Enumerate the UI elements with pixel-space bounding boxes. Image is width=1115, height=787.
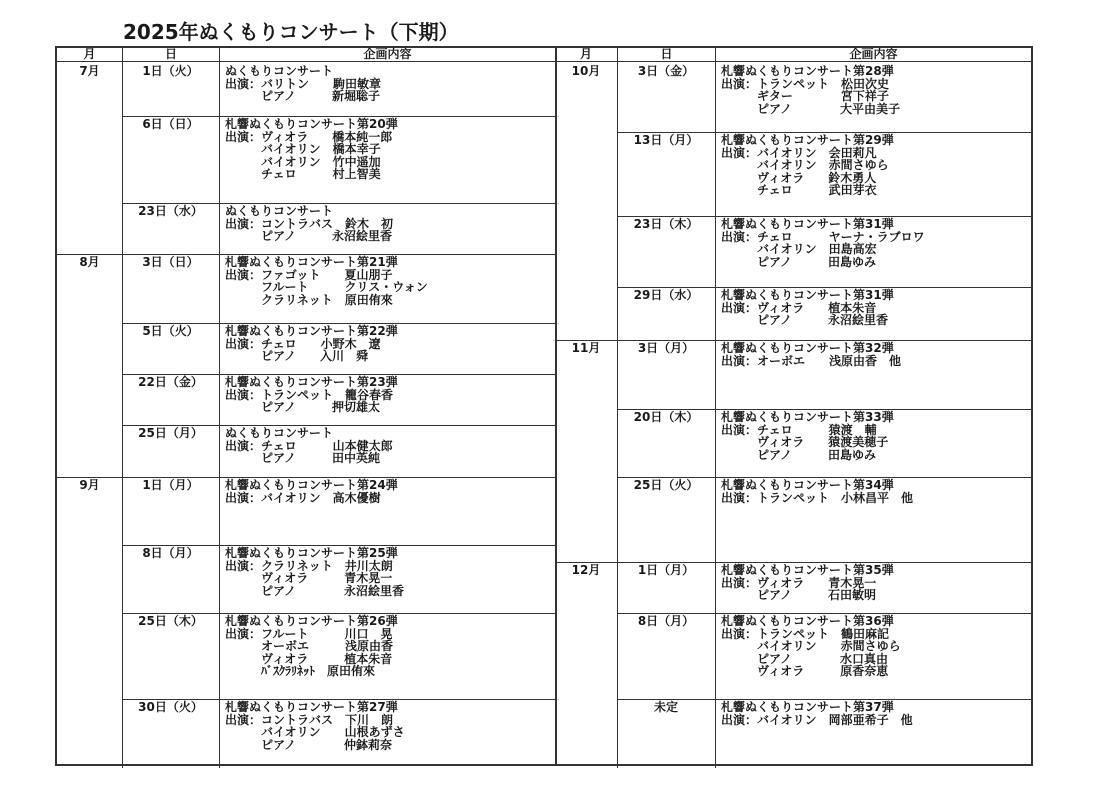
performer-line: チェロ 村上智美	[225, 167, 381, 182]
event-title: ぬくもりコンサート	[225, 64, 334, 78]
event-date: 8日（月）	[637, 614, 695, 628]
event-title: 札響ぬくもりコンサート第35弾	[721, 563, 894, 577]
performer-line: 出演：コントラバス 鈴木 初	[225, 216, 394, 231]
event-content	[721, 411, 894, 461]
performer-line: 出演：オーボエ 浅原由香 他	[721, 353, 902, 368]
grid-line	[715, 62, 716, 768]
month-label: 8月	[79, 255, 100, 269]
event-date: 13日（月）	[633, 133, 699, 147]
performer-line: バイオリン 赤間さゆら	[721, 158, 889, 173]
performer-line: オーボエ 浅原由香	[225, 639, 394, 654]
event-content	[225, 118, 398, 181]
event-date: 25日（木）	[138, 614, 203, 628]
event-date: 3日（月）	[637, 341, 695, 355]
schedule-table	[55, 46, 1033, 766]
performer-line: 出演：トランペット 籠谷春香	[225, 387, 394, 402]
performer-line: 出演：トランペット 鶴田麻記	[721, 626, 890, 641]
event-date: 23日（水）	[138, 204, 203, 218]
event-title: 札響ぬくもりコンサート第34弾	[721, 478, 894, 492]
event-date: 未定	[653, 700, 678, 714]
performer-line: 出演：トランペット 小林昌平 他	[721, 490, 914, 505]
event-title: 札響ぬくもりコンサート第21弾	[225, 255, 398, 269]
event-title: 札響ぬくもりコンサート第25弾	[225, 546, 398, 560]
month-label: 9月	[79, 478, 100, 492]
performer-line: ピアノ 永沼絵里香	[225, 229, 393, 244]
performer-line: バイオリン 赤間さゆら	[721, 639, 901, 654]
event-content	[225, 205, 393, 243]
event-date: 3日（日）	[142, 255, 199, 269]
performer-line: 出演：ヴィオラ 青木晃一	[721, 575, 877, 590]
event-content	[225, 325, 398, 363]
event-date: 1日（月）	[142, 478, 199, 492]
event-content	[225, 479, 398, 504]
event-title: 札響ぬくもりコンサート第23弾	[225, 375, 398, 389]
event-title: 札響ぬくもりコンサート第27弾	[225, 700, 398, 714]
event-title: ぬくもりコンサート	[225, 204, 334, 218]
performer-line: ピアノ 田中英純	[225, 451, 381, 466]
performer-line: 出演：バイオリン 高木優樹	[225, 490, 381, 505]
performer-line: 出演：バリトン 駒田敏章	[225, 76, 382, 91]
performer-line: フルート クリス・ウォン	[225, 280, 428, 295]
performer-line: クラリネット 原田侑來	[225, 292, 393, 307]
performer-line: ヴィオラ 青木晃一	[225, 571, 393, 586]
header-content: 企画内容	[715, 48, 1031, 62]
performer-line: 出演：チェロ 山本健太郎	[225, 438, 393, 453]
performer-line: ヴィオラ 原香奈恵	[721, 664, 889, 679]
performer-line: ギター 宮下祥子	[721, 89, 889, 104]
event-date: 8日（月）	[142, 546, 199, 560]
header-month: 月	[83, 47, 96, 61]
event-content	[225, 65, 381, 103]
grid-line	[122, 62, 123, 768]
event-content	[721, 134, 894, 197]
performer-line: バイオリン 田島高宏	[721, 242, 877, 257]
event-title: 札響ぬくもりコンサート第31弾	[721, 288, 894, 302]
performer-line: ピアノ 水口真由	[721, 651, 889, 666]
performer-line: ピアノ 石田敏明	[721, 588, 877, 603]
right-header-row	[555, 48, 1031, 62]
event-content	[721, 342, 901, 367]
grid-line	[219, 62, 220, 768]
performer-line: 出演：ヴィオラ 橋本純一郎	[225, 129, 393, 144]
event-content	[225, 615, 398, 678]
performer-line: 出演：バイオリン 岡部亜希子 他	[721, 712, 913, 727]
performer-line: バイオリン 竹中遥加	[225, 154, 381, 169]
performer-line: 出演：クラリネット 井川太朗	[225, 558, 393, 573]
page-title: 2025年ぬくもりコンサート（下期）	[123, 20, 459, 44]
performer-line: バイオリン 山根あずさ	[225, 725, 405, 740]
event-title: 札響ぬくもりコンサート第29弾	[721, 133, 894, 147]
event-title: 札響ぬくもりコンサート第36弾	[721, 614, 894, 628]
event-content	[225, 427, 393, 465]
performer-line: チェロ 武田芽衣	[721, 183, 877, 198]
event-title: 札響ぬくもりコンサート第26弾	[225, 614, 398, 628]
performer-line: ピアノ 田島ゆみ	[721, 254, 877, 269]
event-date: 1日（火）	[142, 64, 199, 78]
performer-line: 出演：チェロ 小野木 遼	[225, 336, 381, 351]
header-month: 月	[579, 47, 592, 61]
performer-line: ピアノ 新堀聡子	[225, 89, 381, 104]
performer-line: ピアノ 仲鉢莉奈	[225, 737, 393, 752]
event-date: 5日（火）	[142, 324, 199, 338]
event-content	[721, 701, 913, 726]
event-title: 札響ぬくもりコンサート第22弾	[225, 324, 398, 338]
event-content	[721, 218, 925, 268]
event-date: 1日（月）	[637, 563, 695, 577]
performer-line: ﾊﾞｽｸﾗﾘﾈｯﾄ 原田侑來	[225, 664, 376, 679]
event-content	[721, 65, 900, 115]
event-date: 3日（金）	[637, 64, 695, 78]
event-date: 6日（日）	[142, 117, 199, 131]
performer-line: ピアノ 永沼絵里香	[225, 583, 405, 598]
event-content	[721, 289, 894, 327]
event-content	[721, 615, 901, 678]
event-title: 札響ぬくもりコンサート第20弾	[225, 117, 398, 131]
performer-line: 出演：フルート 川口 晃	[225, 626, 393, 641]
event-title: ぬくもりコンサート	[225, 426, 334, 440]
performer-line: 出演：バイオリン 会田莉凡	[721, 145, 877, 160]
performer-line: ピアノ 押切雄太	[225, 400, 381, 415]
performer-line: 出演：ヴィオラ 植本朱音	[721, 300, 877, 315]
left-header-row	[57, 48, 555, 62]
performer-line: ピアノ 永沼絵里香	[721, 313, 889, 328]
event-title: 札響ぬくもりコンサート第28弾	[721, 64, 894, 78]
header-day: 日	[122, 48, 219, 62]
event-title: 札響ぬくもりコンサート第31弾	[721, 217, 894, 231]
header-content: 企画内容	[219, 48, 555, 62]
event-date: 22日（金）	[138, 375, 203, 389]
event-date: 29日（水）	[633, 288, 699, 302]
performer-line: 出演：チェロ 猿渡 輔	[721, 422, 877, 437]
performer-line: 出演：ファゴット 夏山朋子	[225, 267, 393, 282]
month-label: 10月	[571, 64, 601, 78]
performer-line: ピアノ 大平由美子	[721, 101, 901, 116]
event-title: 札響ぬくもりコンサート第32弾	[721, 341, 894, 355]
performer-line: バイオリン 橋本幸子	[225, 142, 381, 157]
event-content	[225, 701, 405, 751]
event-content	[225, 376, 398, 414]
month-label: 7月	[79, 64, 100, 78]
event-content	[225, 547, 404, 597]
event-date: 25日（火）	[633, 478, 699, 492]
performer-line: 出演：トランペット 松田次史	[721, 76, 890, 91]
performer-line: ヴィオラ 猿渡美穂子	[721, 435, 889, 450]
performer-line: ヴィオラ 植本朱音	[225, 651, 393, 666]
performer-line: ヴィオラ 鈴木勇人	[721, 170, 877, 185]
event-title: 札響ぬくもりコンサート第37弾	[721, 700, 894, 714]
header-day: 日	[617, 48, 715, 62]
event-title: 札響ぬくもりコンサート第33弾	[721, 410, 894, 424]
event-content	[721, 479, 913, 504]
event-content	[721, 564, 894, 602]
performer-line: 出演：コントラバス 下川 朗	[225, 712, 394, 727]
half-divider	[555, 48, 557, 764]
month-label: 12月	[571, 563, 601, 577]
performer-line: 出演：チェロ ヤーナ・ラブロワ	[721, 229, 925, 244]
event-date: 25日（月）	[138, 426, 203, 440]
performer-line: ピアノ 入川 舜	[225, 349, 369, 364]
event-date: 23日（木）	[633, 217, 699, 231]
event-content	[225, 256, 428, 306]
event-date: 20日（木）	[633, 410, 699, 424]
performer-line: ピアノ 田島ゆみ	[721, 447, 877, 462]
event-date: 30日（火）	[138, 700, 203, 714]
month-label: 11月	[571, 341, 601, 355]
event-title: 札響ぬくもりコンサート第24弾	[225, 478, 398, 492]
